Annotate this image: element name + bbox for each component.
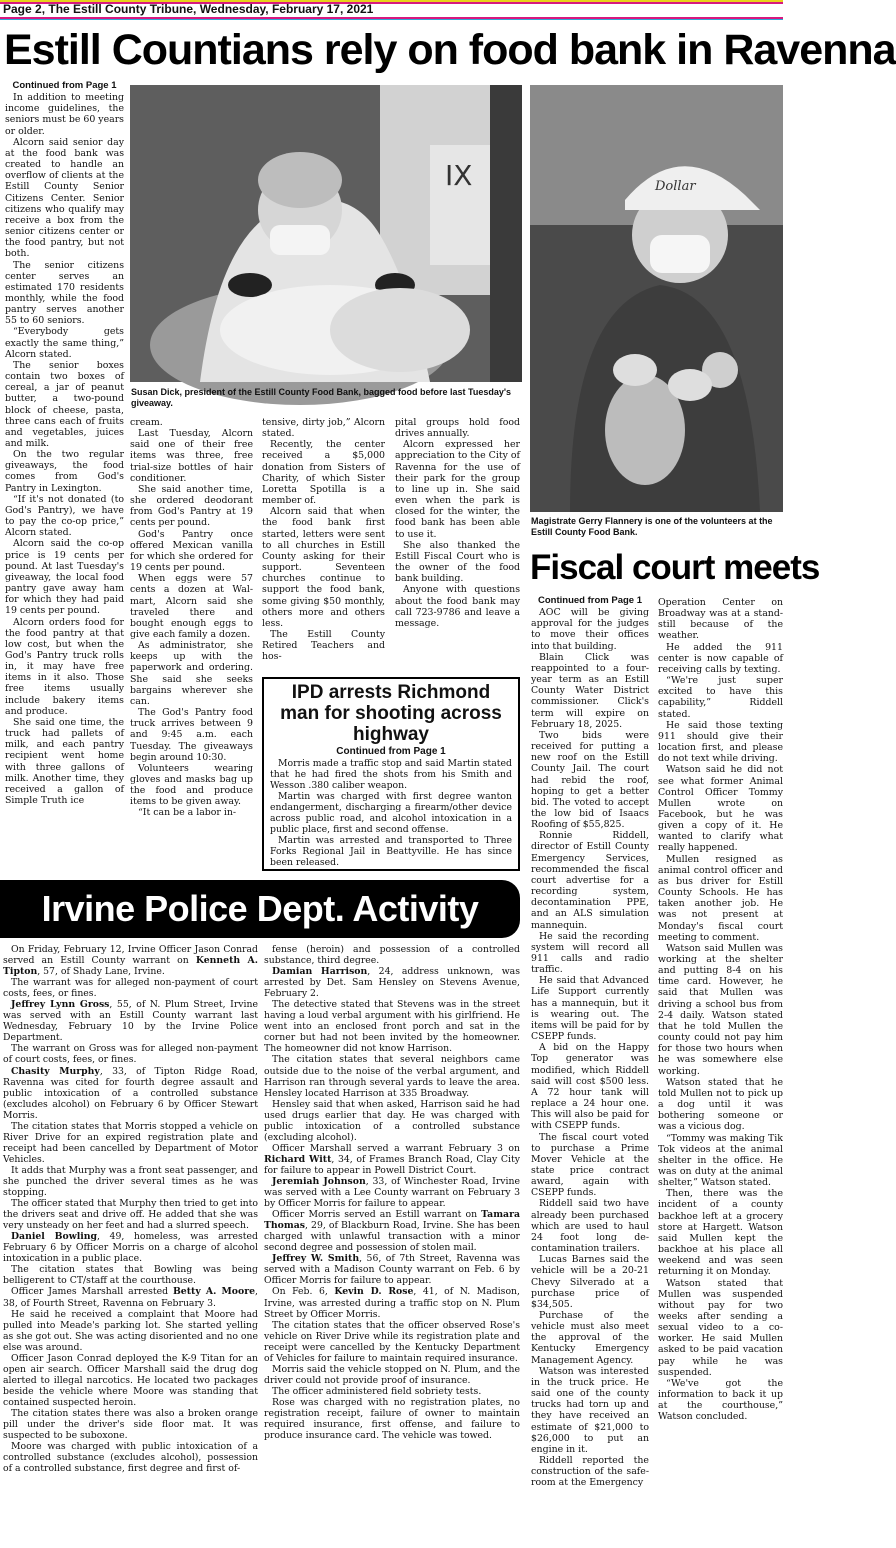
paragraph: She said one time, the truck had pallets of milk, and each pantry recipient went home with three gallons of milk. Another time, they received a gallon of Simple Truth ice — [5, 716, 124, 806]
ipd-continued-label: Continued from Page 1 — [336, 746, 446, 757]
paragraph: Riddell said two have already been purchased which are used to haul 24 foot long de-contamination trailers. — [531, 1198, 649, 1255]
paragraph: She said another time, she ordered deodorant from God's Pantry at 19 cents per pound. — [130, 483, 253, 529]
paragraph: He said the recording system will record all 911 calls and radio traffic. — [531, 930, 649, 976]
irvine-police-banner: Irvine Police Dept. Activity — [0, 880, 520, 938]
photo-susan-dick — [130, 85, 522, 382]
paragraph-text: The officer stated that Murphy then tried to get into the drivers seat and drive off. He added that she was very unsteady on her feet and had a slurred speech. — [3, 1198, 258, 1232]
food-bank-column-4 — [395, 417, 520, 677]
paragraph: He said that Advanced Life Support currently has a mannequin, but it is wearing out. The items will be paid for by CSEPP funds. — [531, 975, 649, 1043]
paragraph-text: , 33, of Tipton Ridge Road, Ravenna was cited for fourth degree assault and public intoxication of a controlled substance (excludes alcohol) on February 6 by Officer Stewart Morris. — [3, 1065, 258, 1121]
paragraph — [264, 944, 520, 966]
paragraph — [3, 1408, 258, 1441]
paragraph: The senior citizens center serves an estimated 170 residents monthly, while the food pantry serves another 55 to 60 seniors. — [5, 259, 124, 327]
person-name: Kenneth A. Tipton — [3, 955, 258, 978]
paragraph: Lucas Barnes said the vehicle will be a 20-21 Chevy Silverado at a purchase price of $34,505. — [531, 1254, 649, 1310]
food-bank-col1-text — [5, 92, 124, 806]
paragraph: The fiscal court voted to purchase a Prime Mover Vehicle at the state price contract award, again with CSEPP funds. — [531, 1131, 649, 1199]
paragraph: Ronnie Riddell, director of Estill County Emergency Services, recommended the fiscal court advertise for a recording system, decontamination PPE, and an ALS simulation mannequin. — [531, 830, 649, 931]
paragraph: Blain Click was reappointed to a four-year term as an Estill County Water District commissioner. Click's term will expire on February 18, 2025. — [531, 651, 649, 730]
paragraph — [3, 1121, 258, 1165]
fiscal-col1-text — [531, 607, 649, 1488]
paragraph: Alcorn said that when the food bank first started, letters were sent to all churches in Estill County asking for their support. Seventeen churches continue to support the food bank, some giving $50 monthly, others more and others less. — [262, 506, 385, 629]
paragraph: God's Pantry once offered Mexican vanilla for which she ordered for 19 cents per pound. — [130, 528, 253, 574]
paragraph — [264, 1364, 520, 1386]
paragraph: “We've got the information to back it up at the courthouse,” Watson concluded. — [658, 1377, 783, 1423]
paragraph: Mullen resigned as animal control officer and as bus driver for Estill County Schools. He has taken another job. He was not present at Monday's fiscal court meeting to comment. — [658, 853, 783, 943]
paragraph — [3, 999, 258, 1043]
paragraph — [264, 1143, 520, 1176]
paragraph-text: It adds that Murphy was a front seat passenger, and she punched the driver several times as he was stopping. — [3, 1164, 258, 1199]
paragraph: Alcorn said the co-op price is 19 cents per pound. At last Tuesday's giveaway, the local food pantry gave away ham for which they had paid 19 cents per pound. — [5, 538, 124, 617]
paragraph-text: The officer administered field sobriety tests. — [272, 1385, 482, 1397]
paragraph — [264, 1099, 520, 1143]
paragraph-text: , 41, of N. Madison, Irvine, was arrested during a traffic stop on N. Plum Street by Officer Morris. — [264, 1286, 520, 1320]
paragraph-text: Officer James Marshall arrested — [11, 1286, 173, 1298]
paragraph — [264, 1386, 520, 1397]
paragraph-text: , 57, of Shady Lane, Irvine. — [37, 966, 165, 978]
paragraph — [264, 1286, 520, 1319]
paragraph: Volunteers wearing gloves and masks bag up the food and produce items to be given away. — [130, 762, 253, 808]
paragraph — [3, 977, 258, 999]
paragraph-text: The detective stated that Stevens was in the street having a loud verbal argument with his girlfriend. He went into an enclosed front porch and sat in the corner but had not been invited by the homeowner. The homeowner did not know Harrison. — [264, 999, 520, 1055]
photo-susan-dick-caption: Susan Dick, president of the Estill County Food Bank, bagged food before last Tuesday's giveaway. — [131, 387, 512, 408]
paragraph — [264, 1253, 520, 1286]
paragraph — [3, 1066, 258, 1121]
paragraph: The Estill County Retired Teachers and hos- — [262, 628, 385, 663]
paragraph-text: He said he received a complaint that Moore had pulled into Meade's parking lot. She started yelling as she got out. She was acting disoriented and no one else was around. — [3, 1308, 258, 1353]
person-name: Richard Witt — [264, 1153, 332, 1165]
paragraph-text: , 29, of Blackburn Road, Irvine. She has been charged with unlawful transaction with a minor second degree and possession of stolen mail. — [264, 1220, 520, 1254]
paragraph: She also thanked the Estill Fiscal Court who is the owner of the food bank building. — [395, 539, 520, 585]
paragraph: Watson said Mullen was working at the shelter and putting 8-4 on his time card. However, he said that Mullen was driving a school bus from 2-4 daily. Watson stated that he told Mullen the county could not pay him for those two hours when he was somewhere else working. — [658, 942, 783, 1077]
paragraph-text: The citation states that the officer observed Rose's vehicle on River Drive while its registration plate and receipt were cancelled by the Kentucky Department of Vehicles for failure to maintain required insurance. — [264, 1319, 520, 1364]
paragraph-text: The citation states that Morris stopped a vehicle on River Drive for an expired registration plate and receipt had been cancelled by Department of Motor Vehicles. — [3, 1120, 258, 1165]
paragraph-text: , 55, of N. Plum Street, Irvine was served with an Estill County warrant last Wednesday, February 10 by the Irvine Police Department. — [3, 999, 258, 1044]
paragraph: Alcorn orders food for the food pantry at that low cost, but when the God's Pantry truck rolls in, it may have free items in it also. Those free items usually include bakery items and produce. — [5, 616, 124, 717]
paragraph: Watson said he did not see what former Animal Control Officer Tommy Mullen wrote on Facebook, but he was given a copy of it. He wanted to clarify what really happened. — [658, 764, 783, 854]
paragraph-text: On Friday, February 12, Irvine Officer Jason Conrad served an Estill County warrant on — [3, 944, 258, 967]
paragraph — [3, 1309, 258, 1353]
paragraph — [3, 1264, 258, 1286]
paragraph — [264, 1054, 520, 1098]
paragraph-text: fense (heroin) and possession of a controlled substance, third degree. — [264, 944, 520, 967]
paragraph: Then, there was the incident of a county backhoe left at a grocery store at Hargett. Watson said Mullen kept the backhoe at his place all weekend and was seen returning it on Monday. — [658, 1188, 783, 1278]
paragraph: Purchase of the vehicle must also meet the approval of the Kentucky Emergency Management Agency. — [531, 1310, 649, 1366]
paragraph-text: , 24, address unknown, was arrested by Det. Sam Hensley on Stevens Avenue, February 2. — [264, 966, 520, 1000]
ipd-arrest-box — [262, 677, 520, 871]
paragraph: Operation Center on Broadway was at a stand-still because of the weather. — [658, 597, 783, 642]
paragraph: AOC will be giving approval for the judges to move their offices into that building. — [531, 607, 649, 652]
paragraph: Martin was charged with first degree wanton endangerment, discharging a firearm/other device across public road, and alcohol intoxication in a public place, first and second offense. — [270, 791, 512, 835]
ipd-box-text — [270, 758, 512, 868]
fiscal-continued-label: Continued from Page 1 — [538, 595, 642, 606]
paragraph-text: Rose was charged with no registration plates, no registration receipt, failure of owner to maintain required insurance, first offense, and failure to produce insurance card. The vehicle was towed. — [264, 1396, 520, 1442]
food-bank-headline: Estill Countians rely on food bank in Ravenna — [4, 26, 896, 74]
person-name: Jeffrey Lynn Gross — [11, 999, 110, 1011]
paragraph-text: The warrant was for alleged non-payment of court costs, fees, or fines. — [3, 977, 258, 1000]
photo-gerry-flannery-caption: Magistrate Gerry Flannery is one of the volunteers at the Estill County Food Bank. — [531, 516, 773, 537]
paragraph — [264, 1397, 520, 1441]
police-column-2 — [264, 944, 520, 1548]
paragraph-text: Morris said the vehicle stopped on N. Plum, and the driver could not provide proof of insurance. — [264, 1363, 520, 1386]
paragraph: “We're just super excited to have this capability,” Riddell stated. — [658, 675, 783, 720]
paragraph-text: The warrant on Gross was for alleged non-payment of court costs, fees, or fines. — [3, 1043, 258, 1066]
person-name: Kevin D. Rose — [334, 1286, 414, 1298]
paragraph: “Everybody gets exactly the same thing,” Alcorn stated. — [5, 326, 124, 360]
paragraph-text: Officer Marshall served a warrant February 3 on — [272, 1142, 520, 1154]
paragraph-text: , 33, of Winchester Road, Irvine was served with a Lee County warrant on February 3 by Officer Morris for failure to appear. — [264, 1175, 521, 1210]
paragraph-text: Officer Jason Conrad deployed the K-9 Titan for an open air search. Officer Marshall said the drug dog alerted to illegal narcotics. He located two packages beside the vehicle where Moore was standing that contained suspected heroin. — [3, 1352, 258, 1408]
paragraph — [264, 1209, 520, 1253]
paragraph-text: , 49, homeless, was arrested February 6 by Officer Morris on a charge of alcohol intoxication in a public place. — [3, 1231, 258, 1265]
paragraph: Watson stated that Mullen was suspended without pay for two weeks after sending a sexual video to a co-worker. He said Mullen asked to be paid vacation pay while he was suspended. — [658, 1277, 783, 1378]
paragraph: Recently, the center received a $5,000 donation from Sisters of Charity, of which Sister Loretta Spotilla is a member of. — [262, 439, 385, 507]
paragraph: pital groups hold food drives annually. — [395, 417, 520, 440]
paragraph: Two bids were received for putting a new roof on the Estill County Jail. The court had rebid the roof, hoping to get a better bid. The voted to accept the low bid of Isaacs Roofing of $55,825. — [531, 729, 649, 831]
paragraph: He added the 911 center is now capable of receiving calls by texting. — [658, 641, 783, 675]
paragraph-text: Moore was charged with public intoxication of a controlled substance (excludes alcohol), possession of a controlled substance, first degree and first of- — [3, 1441, 258, 1475]
paragraph — [264, 1320, 520, 1364]
fiscal-court-column-2 — [658, 597, 783, 1548]
paragraph: Alcorn said senior day at the food bank was created to handle an overflow of clients at the Estill County Senior Citizens Center. Senior citizens who qualify may receive a box from the senior citizens center or the food pantry, but not both. — [5, 136, 124, 260]
person-name: Daniel Bowling — [11, 1231, 98, 1243]
paragraph-text: The citation states that Bowling was being belligerent to CT/staff at the courthouse. — [3, 1264, 258, 1287]
photo-gerry-flannery — [530, 85, 783, 512]
paragraph-text: The citation states that several neighbors came outside due to the noise of the verbal argument, and Harrison ran through several yards to leave the area. Hensley located Harrison at 335 Broadway. — [264, 1054, 520, 1099]
paragraph: cream. — [130, 417, 163, 428]
paragraph-text: Officer Morris served an Estill warrant on — [272, 1209, 482, 1221]
paragraph-text: , 34, of Frames Branch Road, Clay City for failure to appear in Powell District Court. — [264, 1153, 520, 1176]
paragraph: A bid on the Happy Top generator was modified, which Riddell said will cost $500 less. A 72 hour tank will replace a 24 hour one. This will also be paid for with CSEPP funds. — [531, 1042, 649, 1132]
paragraph: When eggs were 57 cents a dozen at Wal-mart, Alcorn said she traveled there and bought enough eggs to give each family a dozen. — [130, 573, 253, 640]
paragraph: Morris made a traffic stop and said Martin stated that he had fired the shots from his Smith and Wesson .380 caliber weapon. — [270, 758, 512, 791]
paragraph: Alcorn expressed her appreciation to the City of Ravenna for the use of their park for the group to line up in. She said even when the park is closed for the winter, the food bank has been able to use it. — [395, 439, 520, 540]
food-bank-column-2 — [130, 417, 253, 840]
paragraph-text: On Feb. 6, — [272, 1286, 335, 1298]
paragraph: Anyone with questions about the food bank may call 723-9786 and leave a message. — [395, 584, 520, 629]
photo-gerry-flannery-image — [530, 85, 783, 512]
paragraph: “It can be a labor in- — [138, 807, 237, 819]
paragraph: Watson was interested in the truck price. He said one of the county trucks had torn up and they have received an estimate of $21,000 to $26,000 to put an engine in it. — [531, 1365, 649, 1455]
person-name: Jeffrey W. Smith — [272, 1253, 360, 1265]
paragraph: “If it's not donated (to God's Pantry), we have to pay the co-op price,” Alcorn stated. — [5, 493, 124, 539]
fiscal-court-column-1 — [531, 595, 649, 1548]
photo-susan-dick-image — [130, 85, 522, 382]
food-bank-column-1 — [5, 80, 124, 806]
paragraph — [3, 1043, 258, 1065]
paragraph — [3, 1286, 258, 1308]
paragraph: Last Tuesday, Alcorn said one of their free items was three, free trial-size bottles of hair conditioner. — [130, 428, 253, 484]
paragraph-text: The citation states there was also a broken orange pill under the driver's side floor mat. It was suspected to be suboxone. — [3, 1407, 258, 1442]
paragraph: In addition to meeting income guidelines, the seniors must be 60 years or older. — [5, 92, 124, 137]
paragraph-text: , 56, of 7th Street, Ravenna was served with a Madison County warrant on Feb. 6 by Officer Morris for failure to appear. — [264, 1253, 520, 1287]
paragraph — [3, 1231, 258, 1264]
paragraph: The God's Pantry food truck arrives between 9 and 9:45 a.m. each Tuesday. The giveaways begin around 10:30. — [130, 707, 253, 763]
paragraph — [264, 999, 520, 1054]
paragraph — [3, 1441, 258, 1474]
person-name: Chasity Murphy — [11, 1065, 100, 1077]
paragraph-text: , 38, of Fourth Street, Ravenna on February 3. — [3, 1286, 258, 1309]
ipd-box-headline: IPD arrests Richmond man for shooting across highway — [280, 682, 502, 745]
food-bank-column-3 — [262, 417, 385, 677]
paragraph: As administrator, she keeps up with the paperwork and ordering. She said she seeks bargains wherever she can. — [130, 640, 253, 707]
person-name: Tamara Thomas — [264, 1209, 520, 1232]
cap-logo-text: Dollar — [655, 179, 696, 194]
paragraph: The senior boxes contain two boxes of cereal, a jar of peanut butter, a two-pound block of cheese, pasta, three cans each of fruits and vegetables, juices and milk. — [5, 359, 124, 449]
person-name: Betty A. Moore — [172, 1286, 256, 1298]
fiscal-court-headline: Fiscal court meets — [530, 548, 820, 587]
paragraph: On the two regular giveaways, the food comes from God's Pantry in Lexington. — [5, 449, 124, 494]
person-name: Damian Harrison — [272, 966, 368, 978]
paragraph: He said those texting 911 should give their location first, and please do not text while driving. — [658, 719, 783, 765]
paragraph: Riddell reported the construction of the safe-room at the Emergency — [531, 1455, 649, 1489]
page-header-bar — [0, 0, 783, 20]
page-header-text: Page 2, The Estill County Tribune, Wednesday, February 17, 2021 — [3, 2, 374, 16]
continued-label: Continued from Page 1 — [12, 80, 117, 91]
paragraph: “Tommy was making Tik Tok videos at the animal shelter in the office. He was on duty at the animal shelter,” Watson stated. — [658, 1132, 783, 1189]
paragraph-text: Hensley said that when asked, Harrison said he had used drugs earlier that day. He was charged with public intoxication of a controlled substance (excluding alcohol). — [264, 1098, 520, 1143]
paragraph — [3, 1353, 258, 1408]
paragraph — [264, 1176, 520, 1209]
paragraph: Watson stated that he told Mullen not to pick up a dog until it was bothering someone or was a vicious dog. — [658, 1076, 783, 1133]
photo-box-label: IX — [445, 159, 473, 192]
paragraph — [3, 944, 258, 977]
header-stripe-blue — [0, 19, 783, 20]
person-name: Jeremiah Johnson — [272, 1175, 366, 1187]
paragraph: Martin was arrested and transported to Three Forks Regional Jail in Beattyville. He has since been released. — [270, 835, 512, 868]
paragraph — [264, 966, 520, 999]
police-column-1 — [3, 944, 258, 1548]
paragraph — [3, 1198, 258, 1231]
paragraph — [3, 1165, 258, 1198]
paragraph: tensive, dirty job,” Alcorn stated. — [262, 417, 385, 440]
